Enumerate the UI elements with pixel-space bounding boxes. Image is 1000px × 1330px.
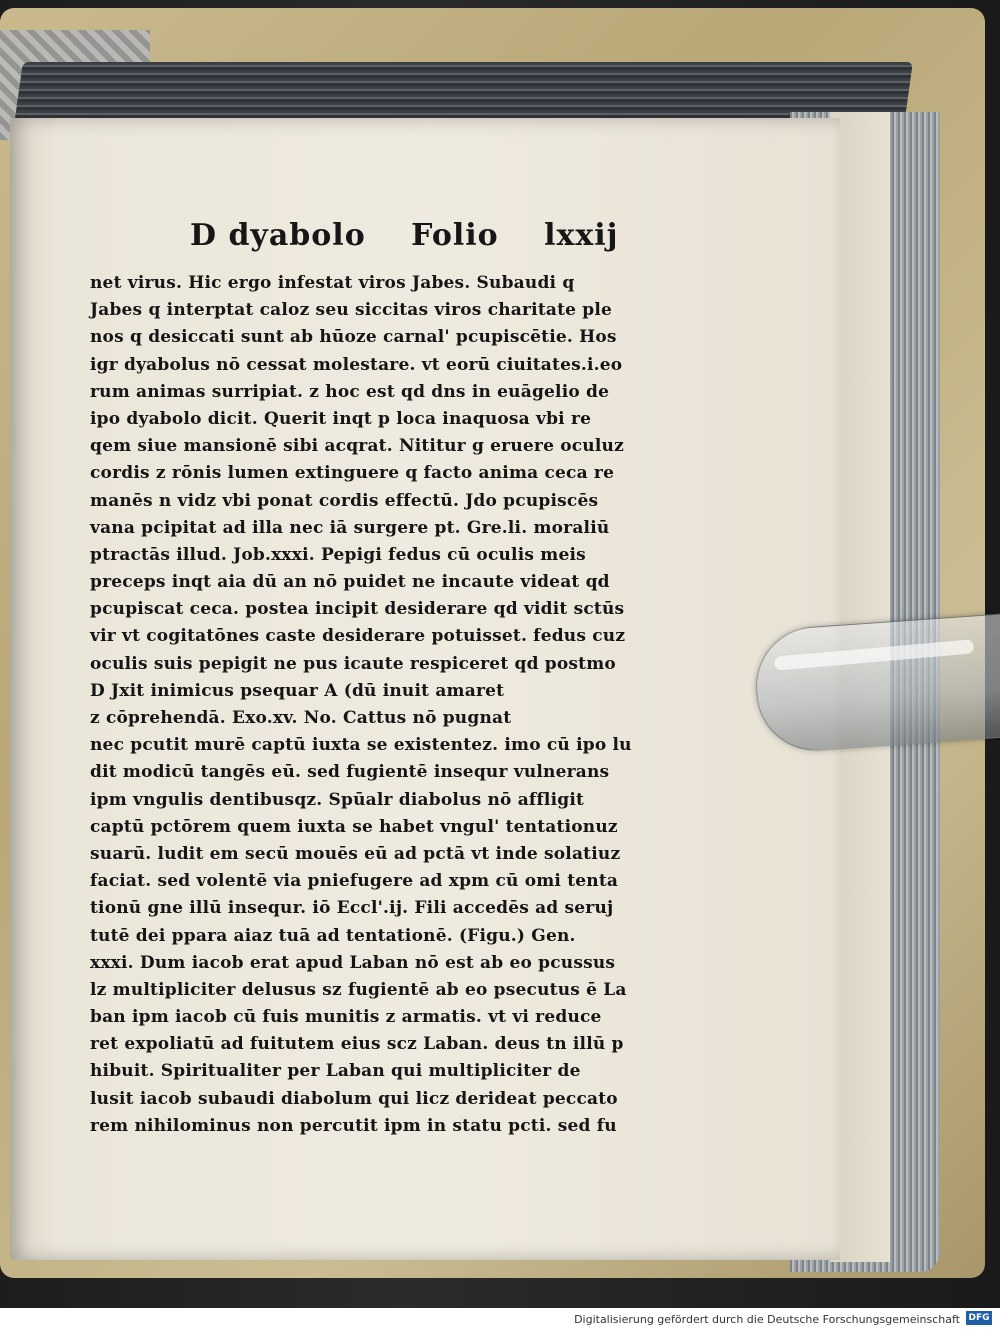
text-block bbox=[90, 270, 690, 1140]
text-line: pcupiscat ceca. postea incipit desiderare qd vidit sctūs bbox=[90, 599, 625, 620]
text-line: xxxi. Dum iacob erat apud Laban nō est ab eo pcussus bbox=[90, 952, 616, 973]
text-line: preceps inqt aia dū an nō puidet ne incaute videat qd bbox=[90, 572, 610, 593]
text-line: hibuit. Spiritualiter per Laban qui multipliciter de bbox=[90, 1061, 581, 1082]
text-line: suarū. ludit em secū mouēs eū ad pctā vt inde solatiuz bbox=[90, 843, 621, 864]
text-line: net virus. Hic ergo infestat viros Jabes. Subaudi q bbox=[90, 273, 575, 293]
text-line: ipm vngulis dentibusqz. Spūalr diabolus nō affligit bbox=[90, 789, 585, 810]
text-line: ptractās illud. Job.xxxi. Pepigi fedus cū oculis meis bbox=[90, 544, 586, 565]
text-line: captū pctōrem quem iuxta se habet vngul' tentationuz bbox=[90, 816, 618, 837]
text-line: nos q desiccati sunt ab hūoze carnal' pcupiscētie. Hos bbox=[90, 327, 617, 348]
text-line: lusit iacob subaudi diabolum qui licz derideat peccato bbox=[90, 1088, 618, 1109]
text-line: ipo dyabolo dicit. Querit inqt p loca inaquosa vbi re bbox=[90, 408, 592, 429]
text-line: vana pcipitat ad illa nec iā surgere pt. Gre.li. moraliū bbox=[90, 517, 610, 538]
text-line: ban ipm iacob cū fuis munitis z armatis. vt vi reduce bbox=[90, 1007, 602, 1028]
running-head-folio-number: lxxij bbox=[544, 218, 619, 253]
running-head-folio-label: Folio bbox=[411, 218, 499, 253]
text-line: tionū gne illū insequr. iō Eccl'.ij. Fili accedēs ad seruj bbox=[90, 898, 614, 919]
text-line: nec pcutit murē captū iuxta se existentez. imo cū ipo lu bbox=[90, 735, 632, 756]
footer-credit: Digitalisierung gefördert durch die Deutsche Forschungsgemeinschaft bbox=[574, 1313, 960, 1326]
text-line: rum animas surripiat. z hoc est qd dns in euāgelio de bbox=[90, 381, 610, 402]
text-line: ret expoliatū ad fuitutem eius scz Laban. deus tn illū p bbox=[90, 1034, 624, 1055]
text-line: rem nihilominus non percutit ipm in statu pcti. sed fu bbox=[90, 1115, 617, 1136]
text-line: dit modicū tangēs eū. sed fugientē insequr vulnerans bbox=[90, 762, 610, 783]
text-line: cordis z rōnis lumen extinguere q facto anima ceca re bbox=[90, 463, 615, 484]
text-line: z cōprehendā. Exo.xv. No. Cattus nō pugnat bbox=[90, 708, 512, 728]
text-line: oculis suis pepigit ne pus icaute respiceret qd postmo bbox=[90, 653, 616, 674]
text-line: qem siue mansionē sibi acqrat. Nititur g eruere oculuz bbox=[90, 436, 624, 457]
text-line: igr dyabolus nō cessat molestare. vt eorū ciuitates.i.eo bbox=[90, 354, 623, 375]
running-head-title: D dyabolo bbox=[190, 218, 366, 253]
text-line: manēs n vidz vbi ponat cordis effectū. Jdo pcupiscēs bbox=[90, 490, 599, 511]
dfg-logo-icon: DFG bbox=[966, 1311, 992, 1325]
glass-page-holder bbox=[752, 613, 1000, 754]
running-head bbox=[190, 218, 619, 253]
text-line: lz multipliciter delusus sz fugientē ab eo psecutus ē La bbox=[90, 979, 627, 1000]
text-line: D Jxit inimicus psequar A (dū inuit amaret bbox=[90, 680, 505, 701]
text-line: vir vt cogitatōnes caste desiderare potuisset. fedus cuz bbox=[90, 626, 626, 647]
text-line: tutē dei ppara aiaz tuā ad tentationē. (Figu.) Gen. bbox=[90, 925, 576, 946]
text-line: Jabes q interptat caloz seu siccitas viros charitate ple bbox=[90, 300, 613, 321]
text-line: faciat. sed volentē via pniefugere ad xpm cū omi tenta bbox=[90, 871, 619, 892]
